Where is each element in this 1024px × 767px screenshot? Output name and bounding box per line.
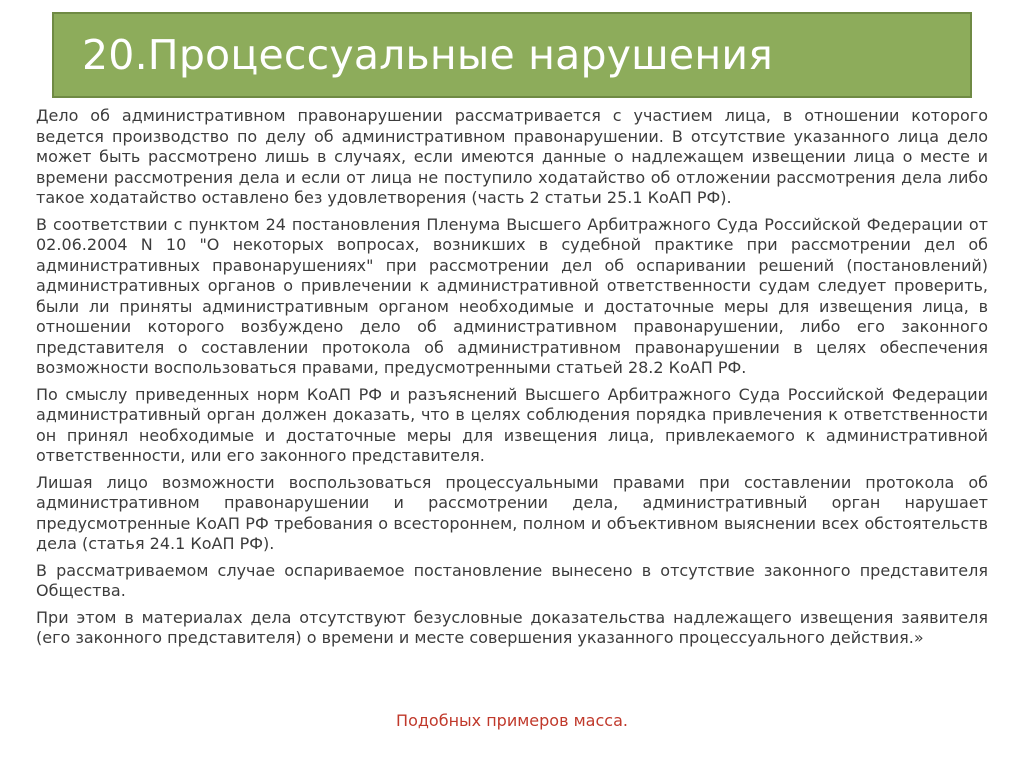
paragraph: В соответствии с пунктом 24 постановления Пленума Высшего Арбитражного Суда Российской Федерации от 02.06.2004 N 10 "О некоторых вопросах, возникших в судебной практике при рассмотрении дел об административных правонарушениях" при рассмотрении дел об оспаривании решений (постановлений) административных органов о привлечении к административной ответственности судам следует проверить, были ли приняты административным органом необходимые и достаточные меры для извещения лица, в отношении которого возбуждено дело об административном правонарушении, либо его законного представителя о составлении протокола об административном правонарушении в целях обеспечения возможности воспользоваться правами, предусмотренными статьей 28.2 КоАП РФ. bbox=[36, 214, 988, 377]
paragraph: Лишая лицо возможности воспользоваться процессуальными правами при составлении протокола об административном правонарушении и рассмотрении дела, административный орган нарушает предусмотренные КоАП РФ требования о всестороннем, полном и объективном выяснении всех обстоятельств дела (статья 24.1 КоАП РФ). bbox=[36, 472, 988, 553]
slide-title: 20.Процессуальные нарушения bbox=[82, 30, 774, 79]
paragraph: При этом в материалах дела отсутствуют безусловные доказательства надлежащего извещения заявителя (его законного представителя) о времени и месте совершения указанного процессуального действия.» bbox=[36, 607, 988, 647]
paragraph: По смыслу приведенных норм КоАП РФ и разъяснений Высшего Арбитражного Суда Российской Федерации административный орган должен доказать, что в целях соблюдения порядка привлечения к ответственности он принял необходимые и достаточные меры для извещения лица, привлекаемого к административной ответственности, или его законного представителя. bbox=[36, 384, 988, 465]
slide-body bbox=[36, 106, 988, 655]
paragraph: В рассматриваемом случае оспариваемое постановление вынесено в отсутствие законного представителя Общества. bbox=[36, 560, 988, 600]
footer-note: Подобных примеров масса. bbox=[396, 711, 628, 730]
paragraph: Дело об административном правонарушении рассматривается с участием лица, в отношении которого ведется производство по делу об административном правонарушении. В отсутствие указанного лица дело может быть рассмотрено лишь в случаях, если имеются данные о надлежащем извещении лица о месте и времени рассмотрения дела и если от лица не поступило ходатайство об отложении рассмотрения дела либо такое ходатайство оставлено без удовлетворения (часть 2 статьи 25.1 КоАП РФ). bbox=[36, 106, 988, 207]
title-bar bbox=[52, 12, 972, 98]
